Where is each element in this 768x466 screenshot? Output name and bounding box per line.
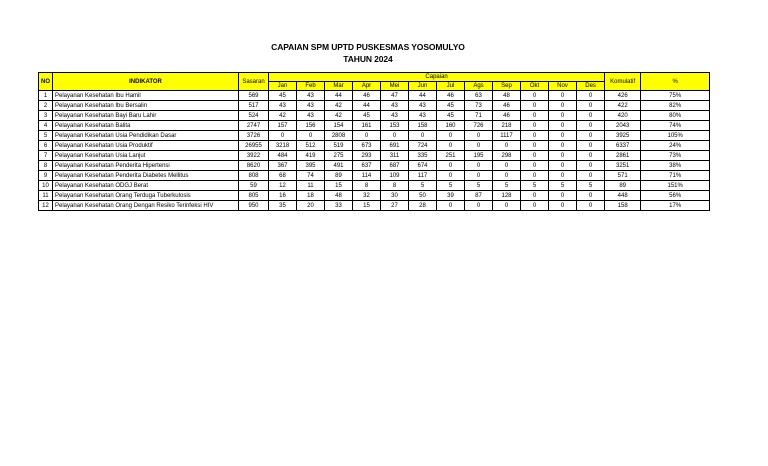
cell-month-nov: 0 [549, 121, 577, 131]
table-row [39, 131, 710, 141]
cell-no: 3 [39, 111, 53, 121]
cell-sasaran: 808 [239, 171, 269, 181]
cell-percent: 24% [641, 141, 710, 151]
cell-month-apr: 15 [353, 201, 381, 211]
cell-month-jan: 484 [269, 151, 297, 161]
cell-month-feb: 419 [297, 151, 325, 161]
cell-no: 12 [39, 201, 53, 211]
cell-percent: 38% [641, 161, 710, 171]
cell-month-mar: 48 [325, 191, 353, 201]
cell-month-okt: 0 [521, 111, 549, 121]
cell-no: 7 [39, 151, 53, 161]
cell-month-mei: 27 [381, 201, 409, 211]
cell-no: 8 [39, 161, 53, 171]
cell-month-mei: 0 [381, 131, 409, 141]
cell-month-des: 0 [577, 151, 605, 161]
cell-month-jul: 0 [437, 131, 465, 141]
cell-month-mei: 8 [381, 181, 409, 191]
cell-percent: 17% [641, 201, 710, 211]
cell-komulatif: 571 [605, 171, 641, 181]
cell-month-nov: 5 [549, 181, 577, 191]
cell-month-jul: 0 [437, 171, 465, 181]
cell-month-mar: 491 [325, 161, 353, 171]
cell-month-jan: 68 [269, 171, 297, 181]
cell-indikator: Pelayanan Kesehatan Orang Terduga Tuberkulosis [53, 191, 239, 201]
cell-komulatif: 3251 [605, 161, 641, 171]
cell-month-jun: 335 [409, 151, 437, 161]
cell-month-jul: 0 [437, 161, 465, 171]
table-row [39, 181, 710, 191]
cell-month-sep: 298 [493, 151, 521, 161]
cell-month-ags: 73 [465, 101, 493, 111]
cell-komulatif: 3925 [605, 131, 641, 141]
cell-komulatif: 6337 [605, 141, 641, 151]
cell-month-jan: 367 [269, 161, 297, 171]
table-row [39, 121, 710, 131]
cell-percent: 82% [641, 101, 710, 111]
table-row [39, 171, 710, 181]
cell-month-sep: 0 [493, 161, 521, 171]
cell-month-jan: 12 [269, 181, 297, 191]
cell-sasaran: 569 [239, 91, 269, 101]
cell-month-nov: 0 [549, 171, 577, 181]
cell-month-ags: 0 [465, 131, 493, 141]
cell-sasaran: 517 [239, 101, 269, 111]
cell-month-apr: 637 [353, 161, 381, 171]
cell-month-sep: 0 [493, 141, 521, 151]
cell-month-jul: 0 [437, 141, 465, 151]
cell-month-nov: 0 [549, 191, 577, 201]
cell-month-ags: 5 [465, 181, 493, 191]
cell-month-sep: 5 [493, 181, 521, 191]
cell-month-ags: 71 [465, 111, 493, 121]
cell-no: 6 [39, 141, 53, 151]
cell-month-ags: 0 [465, 201, 493, 211]
cell-sasaran: 524 [239, 111, 269, 121]
cell-month-des: 0 [577, 91, 605, 101]
cell-month-sep: 0 [493, 201, 521, 211]
cell-month-apr: 45 [353, 111, 381, 121]
cell-month-okt: 0 [521, 131, 549, 141]
header-month-jul: Jul [437, 82, 465, 91]
table-row [39, 191, 710, 201]
header-month-apr: Apr [353, 82, 381, 91]
cell-sasaran: 950 [239, 201, 269, 211]
cell-month-mei: 47 [381, 91, 409, 101]
cell-month-feb: 512 [297, 141, 325, 151]
header-no: NO [39, 73, 53, 91]
cell-percent: 74% [641, 121, 710, 131]
cell-indikator: Pelayanan Kesehatan Orang Dengan Resiko Terinfeksi HIV [53, 201, 239, 211]
cell-month-jun: 674 [409, 161, 437, 171]
cell-month-okt: 0 [521, 201, 549, 211]
cell-month-jul: 160 [437, 121, 465, 131]
cell-month-okt: 0 [521, 161, 549, 171]
cell-month-sep: 46 [493, 111, 521, 121]
cell-month-feb: 18 [297, 191, 325, 201]
cell-month-feb: 43 [297, 91, 325, 101]
cell-komulatif: 89 [605, 181, 641, 191]
cell-month-apr: 32 [353, 191, 381, 201]
cell-month-okt: 0 [521, 141, 549, 151]
cell-month-sep: 1117 [493, 131, 521, 141]
cell-no: 9 [39, 171, 53, 181]
cell-komulatif: 448 [605, 191, 641, 201]
cell-month-jun: 158 [409, 121, 437, 131]
cell-month-nov: 0 [549, 201, 577, 211]
cell-sasaran: 59 [239, 181, 269, 191]
cell-month-jul: 39 [437, 191, 465, 201]
header-row [39, 73, 710, 82]
cell-no: 2 [39, 101, 53, 111]
cell-indikator: Pelayanan Kesehatan ODGJ Berat [53, 181, 239, 191]
cell-indikator: Pelayanan Kesehatan Penderita Diabetes Mellitus [53, 171, 239, 181]
table-row [39, 141, 710, 151]
cell-month-apr: 46 [353, 91, 381, 101]
cell-month-jul: 46 [437, 91, 465, 101]
cell-month-feb: 20 [297, 201, 325, 211]
header-month-nov: Nov [549, 82, 577, 91]
cell-month-mar: 42 [325, 101, 353, 111]
cell-month-jan: 43 [269, 101, 297, 111]
cell-month-mar: 15 [325, 181, 353, 191]
cell-month-jun: 44 [409, 91, 437, 101]
cell-percent: 151% [641, 181, 710, 191]
cell-sasaran: 2747 [239, 121, 269, 131]
cell-month-jan: 35 [269, 201, 297, 211]
cell-month-jan: 42 [269, 111, 297, 121]
cell-month-des: 0 [577, 191, 605, 201]
cell-month-jun: 724 [409, 141, 437, 151]
cell-month-ags: 0 [465, 141, 493, 151]
cell-month-jul: 45 [437, 101, 465, 111]
header-month-des: Des [577, 82, 605, 91]
cell-month-jun: 117 [409, 171, 437, 181]
cell-month-mei: 43 [381, 101, 409, 111]
cell-month-jun: 43 [409, 111, 437, 121]
cell-month-okt: 0 [521, 151, 549, 161]
cell-percent: 56% [641, 191, 710, 201]
cell-month-des: 0 [577, 121, 605, 131]
cell-month-nov: 0 [549, 151, 577, 161]
cell-month-mei: 109 [381, 171, 409, 181]
spm-table [38, 72, 710, 211]
cell-sasaran: 3922 [239, 151, 269, 161]
cell-month-sep: 218 [493, 121, 521, 131]
cell-month-jul: 251 [437, 151, 465, 161]
cell-percent: 73% [641, 151, 710, 161]
cell-month-ags: 0 [465, 161, 493, 171]
cell-month-feb: 43 [297, 111, 325, 121]
cell-percent: 80% [641, 111, 710, 121]
cell-month-feb: 0 [297, 131, 325, 141]
cell-month-jul: 5 [437, 181, 465, 191]
header-month-sep: Sep [493, 82, 521, 91]
cell-month-des: 0 [577, 101, 605, 111]
cell-month-apr: 0 [353, 131, 381, 141]
cell-indikator: Pelayanan Kesehatan Ibu Hamil [53, 91, 239, 101]
cell-month-mei: 153 [381, 121, 409, 131]
table-row [39, 201, 710, 211]
cell-month-apr: 673 [353, 141, 381, 151]
cell-month-des: 0 [577, 111, 605, 121]
cell-month-jun: 5 [409, 181, 437, 191]
header-month-okt: Okt [521, 82, 549, 91]
cell-komulatif: 2043 [605, 121, 641, 131]
cell-month-nov: 0 [549, 101, 577, 111]
header-percent: % [641, 73, 710, 91]
cell-month-jan: 157 [269, 121, 297, 131]
cell-month-mei: 43 [381, 111, 409, 121]
cell-month-jan: 45 [269, 91, 297, 101]
cell-month-apr: 8 [353, 181, 381, 191]
cell-month-feb: 11 [297, 181, 325, 191]
header-sasaran: Sasaran [239, 73, 269, 91]
table-body [39, 91, 710, 211]
cell-month-jan: 0 [269, 131, 297, 141]
cell-month-okt: 0 [521, 91, 549, 101]
cell-month-mar: 33 [325, 201, 353, 211]
header-month-jan: Jan [269, 82, 297, 91]
cell-month-nov: 0 [549, 141, 577, 151]
cell-komulatif: 420 [605, 111, 641, 121]
cell-no: 10 [39, 181, 53, 191]
cell-month-sep: 128 [493, 191, 521, 201]
cell-no: 4 [39, 121, 53, 131]
cell-percent: 105% [641, 131, 710, 141]
cell-month-jan: 3218 [269, 141, 297, 151]
cell-month-mar: 275 [325, 151, 353, 161]
cell-month-jun: 43 [409, 101, 437, 111]
table-row [39, 101, 710, 111]
cell-month-jun: 28 [409, 201, 437, 211]
cell-indikator: Pelayanan Kesehatan Balita [53, 121, 239, 131]
header-indikator: INDIKATOR [53, 73, 239, 91]
cell-month-jun: 50 [409, 191, 437, 201]
cell-month-ags: 87 [465, 191, 493, 201]
cell-month-sep: 46 [493, 101, 521, 111]
header-month-mei: Mei [381, 82, 409, 91]
cell-month-apr: 293 [353, 151, 381, 161]
cell-month-ags: 0 [465, 171, 493, 181]
cell-month-jul: 45 [437, 111, 465, 121]
header-month-jun: Jun [409, 82, 437, 91]
cell-month-mei: 30 [381, 191, 409, 201]
cell-month-mar: 154 [325, 121, 353, 131]
cell-month-mei: 311 [381, 151, 409, 161]
cell-month-feb: 395 [297, 161, 325, 171]
cell-month-des: 0 [577, 141, 605, 151]
cell-month-des: 0 [577, 131, 605, 141]
cell-indikator: Pelayanan Kesehatan Usia Produktif [53, 141, 239, 151]
header-month-ags: Ags [465, 82, 493, 91]
cell-month-sep: 48 [493, 91, 521, 101]
cell-month-okt: 5 [521, 181, 549, 191]
cell-month-nov: 0 [549, 131, 577, 141]
cell-month-des: 0 [577, 171, 605, 181]
cell-month-mar: 42 [325, 111, 353, 121]
cell-komulatif: 2861 [605, 151, 641, 161]
cell-month-feb: 156 [297, 121, 325, 131]
cell-komulatif: 158 [605, 201, 641, 211]
cell-no: 11 [39, 191, 53, 201]
cell-indikator: Pelayanan Kesehatan Usia Pendidikan Dasar [53, 131, 239, 141]
cell-month-des: 0 [577, 201, 605, 211]
header-month-feb: Feb [297, 82, 325, 91]
header-komulatif: Komulatif [605, 73, 641, 91]
cell-indikator: Pelayanan Kesehatan Bayi Baru Lahir [53, 111, 239, 121]
cell-month-feb: 74 [297, 171, 325, 181]
cell-sasaran: 3726 [239, 131, 269, 141]
cell-month-nov: 0 [549, 111, 577, 121]
cell-month-nov: 0 [549, 91, 577, 101]
report-title: CAPAIAN SPM UPTD PUSKESMAS YOSOMULYO [271, 42, 465, 52]
cell-month-ags: 63 [465, 91, 493, 101]
cell-indikator: Pelayanan Kesehatan Penderita Hipertensi [53, 161, 239, 171]
cell-month-okt: 0 [521, 121, 549, 131]
cell-month-jul: 0 [437, 201, 465, 211]
cell-komulatif: 422 [605, 101, 641, 111]
table-row [39, 111, 710, 121]
cell-month-mar: 89 [325, 171, 353, 181]
cell-month-apr: 161 [353, 121, 381, 131]
cell-sasaran: 8620 [239, 161, 269, 171]
cell-month-ags: 195 [465, 151, 493, 161]
header-capaian: Capaian [269, 73, 605, 82]
cell-month-mar: 2808 [325, 131, 353, 141]
cell-komulatif: 426 [605, 91, 641, 101]
header-month-mar: Mar [325, 82, 353, 91]
cell-month-mar: 519 [325, 141, 353, 151]
report-year: TAHUN 2024 [343, 54, 393, 64]
cell-month-feb: 43 [297, 101, 325, 111]
cell-no: 1 [39, 91, 53, 101]
cell-month-mar: 44 [325, 91, 353, 101]
cell-month-okt: 0 [521, 191, 549, 201]
cell-month-mei: 691 [381, 141, 409, 151]
table-row [39, 151, 710, 161]
cell-month-jun: 0 [409, 131, 437, 141]
cell-month-apr: 114 [353, 171, 381, 181]
cell-sasaran: 26955 [239, 141, 269, 151]
cell-month-nov: 0 [549, 161, 577, 171]
cell-percent: 75% [641, 91, 710, 101]
cell-month-des: 5 [577, 181, 605, 191]
cell-month-mei: 687 [381, 161, 409, 171]
cell-month-jan: 16 [269, 191, 297, 201]
cell-indikator: Pelayanan Kesehatan Ibu Bersalin [53, 101, 239, 111]
table-row [39, 161, 710, 171]
cell-indikator: Pelayanan Kesehatan Usia Lanjut [53, 151, 239, 161]
table-row [39, 91, 710, 101]
cell-month-sep: 0 [493, 171, 521, 181]
cell-sasaran: 805 [239, 191, 269, 201]
cell-month-okt: 0 [521, 101, 549, 111]
cell-month-des: 0 [577, 161, 605, 171]
cell-month-apr: 44 [353, 101, 381, 111]
cell-month-okt: 0 [521, 171, 549, 181]
cell-no: 5 [39, 131, 53, 141]
cell-month-ags: 726 [465, 121, 493, 131]
cell-percent: 71% [641, 171, 710, 181]
